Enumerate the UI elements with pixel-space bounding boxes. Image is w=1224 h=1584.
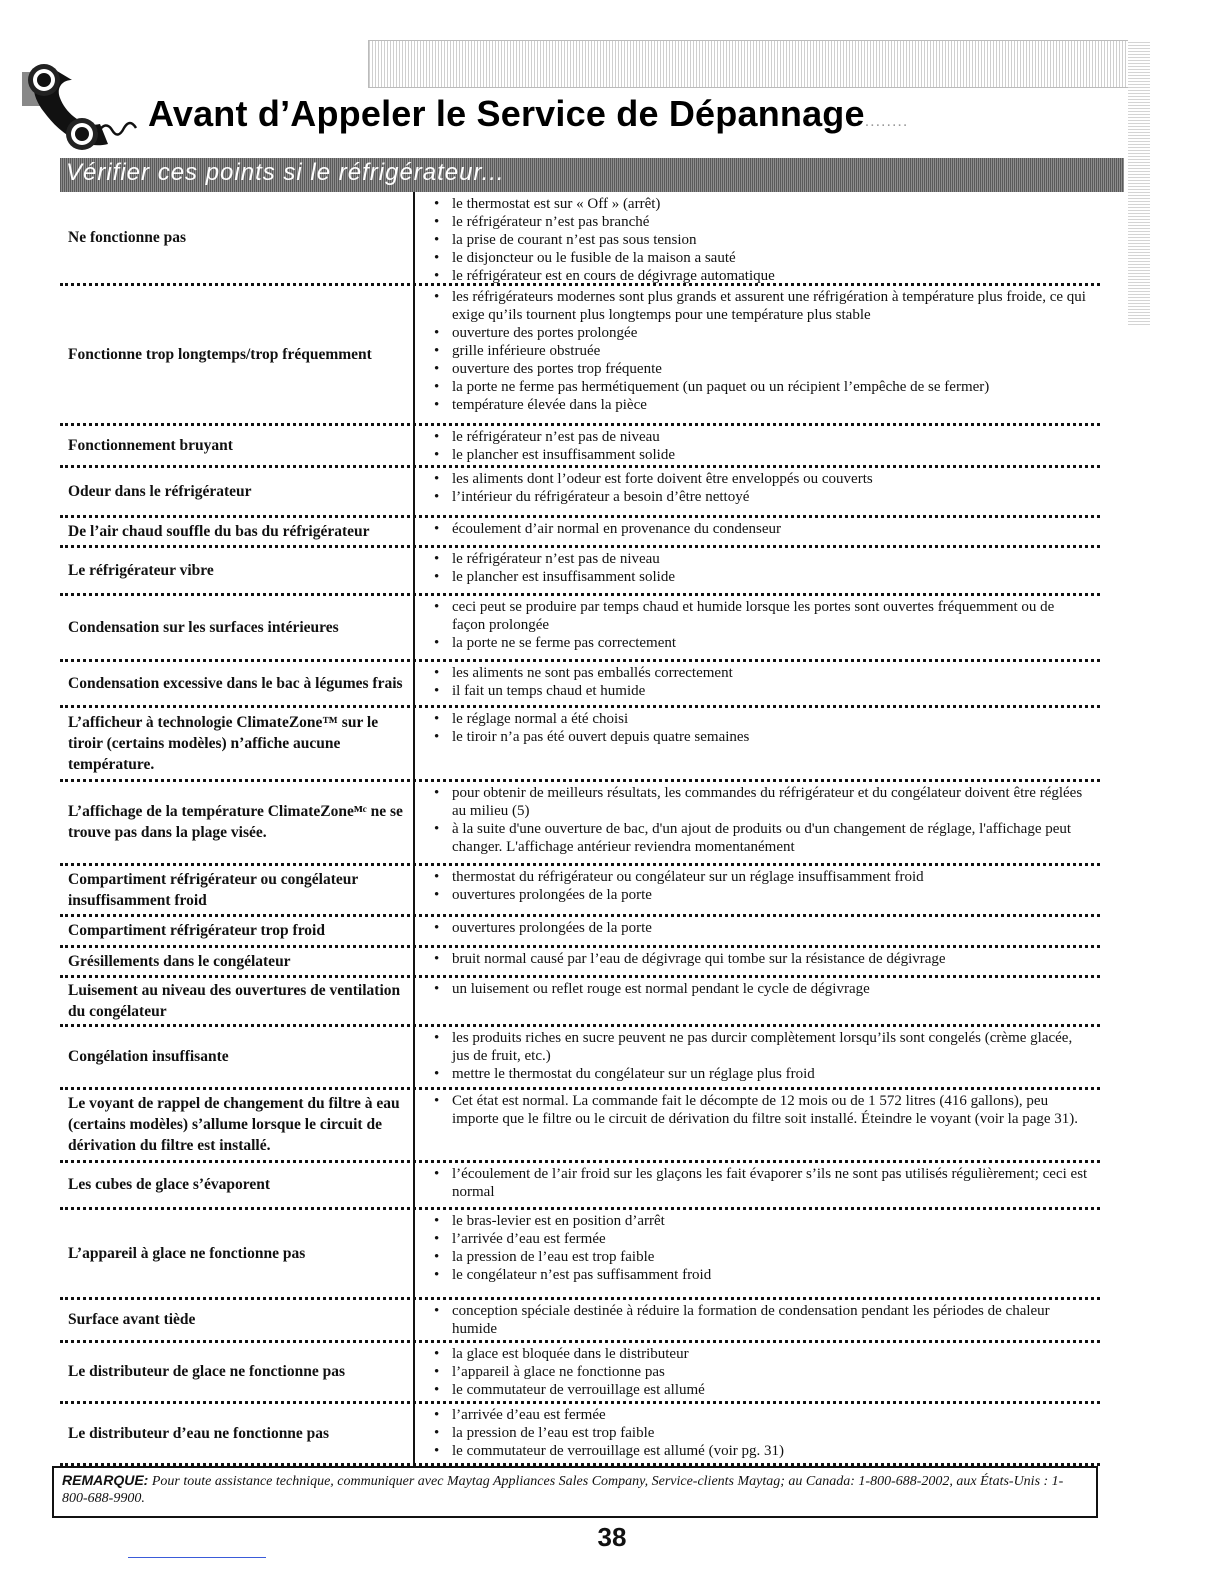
cause-item: • à la suite d'une ouverture de bac, d'un ajout de produits ou d'un changement de réglage, l'affichage peut changer. L'affichage antérieur reviendra momentanément (432, 820, 1090, 856)
title-dots: ........ (864, 113, 909, 130)
cause-item: • ceci peut se produire par temps chaud et humide lorsque les portes sont ouvertes fréquemment ou de façon prolongée (432, 598, 1090, 634)
table-row (60, 286, 1100, 426)
cause-item: • pour obtenir de meilleurs résultats, les commandes du réfrigérateur et du congélateur doivent être réglées au milieu (5) (432, 784, 1090, 820)
cause-item: • le tiroir n’a pas été ouvert depuis quatre semaines (432, 728, 1090, 746)
cause-item: • grille inférieure obstruée (432, 342, 1090, 360)
cause-item: • la porte ne ferme pas hermétiquement (un paquet ou un récipient l’empêche de se fermer) (432, 378, 1090, 396)
problem-label: Ne fonctionne pas (68, 229, 186, 246)
cause-item: • l’arrivée d’eau est fermée (432, 1230, 1090, 1248)
problem-label: Le réfrigérateur vibre (68, 561, 214, 579)
cause-list (432, 520, 1090, 538)
table-row (60, 978, 1100, 1027)
section-heading-text: Vérifier ces points si le réfrigérateur... (66, 159, 505, 186)
cause-list (432, 868, 1090, 904)
problem-label: Grésillements dans le congélateur (68, 952, 291, 970)
cause-list (432, 1345, 1090, 1399)
cause-item: • ouvertures prolongées de la porte (432, 919, 1090, 937)
problem-label: Condensation excessive dans le bac à légumes frais (68, 674, 403, 692)
cause-item: • Cet état est normal. La commande fait le décompte de 12 mois ou de 1 572 litres (416 gallons), peu importe que le filtre ou le circuit de dérivation du filtre soit installé. Éteindre le voyant (voir la page 31). (432, 1092, 1090, 1128)
note-label: REMARQUE: (62, 1472, 149, 1488)
footer-line (128, 1557, 266, 1558)
cause-list (432, 1165, 1090, 1201)
table-row (60, 1210, 1100, 1300)
problem-label: Luisement au niveau des ouvertures de ventilation du congélateur (68, 981, 401, 1020)
table-row (60, 1163, 1100, 1210)
table-row (60, 917, 1100, 948)
table-row (60, 426, 1100, 468)
problem-label: L’afficheur à technologie ClimateZone™ sur le tiroir (certains modèles) n’affiche aucune température. (68, 713, 379, 773)
table-row (60, 948, 1100, 978)
header-pattern-band (368, 40, 1150, 88)
cause-list (432, 428, 1090, 464)
cause-item: • bruit normal causé par l’eau de dégivrage qui tombe sur la résistance de dégivrage (432, 950, 1090, 968)
header-pattern-side (1128, 40, 1150, 325)
cause-item: • le commutateur de verrouillage est allumé (432, 1381, 1090, 1399)
table-row (60, 1090, 1100, 1163)
problem-label: De l’air chaud souffle du bas du réfrigérateur (68, 522, 370, 540)
problem-label: Le voyant de rappel de changement du filtre à eau (certains modèles) s’allume lorsque le circuit de dérivation du filtre est installé. (68, 1095, 400, 1154)
cause-item: • il fait un temps chaud et humide (432, 682, 1090, 700)
cause-item: • le thermostat est sur « Off » (arrêt) (432, 195, 1090, 213)
cause-item: • l’appareil à glace ne fonctionne pas (432, 1363, 1090, 1381)
cause-item: • l’arrivée d’eau est fermée (432, 1406, 1090, 1424)
problem-label: Compartiment réfrigérateur ou congélateur insuffisamment froid (68, 870, 358, 909)
cause-list (432, 195, 1090, 285)
cause-item: • mettre le thermostat du congélateur sur un réglage plus froid (432, 1065, 1090, 1083)
table-row (60, 1343, 1100, 1404)
cause-list (432, 950, 1090, 968)
cause-item: • la porte ne se ferme pas correctement (432, 634, 1090, 652)
cause-item: • l’écoulement de l’air froid sur les glaçons les fait évaporer s’ils ne sont pas utilisés régulièrement; ceci est normal (432, 1165, 1090, 1201)
problem-label: Compartiment réfrigérateur trop froid (68, 922, 325, 939)
cause-list (432, 710, 1090, 746)
cause-item: • le réglage normal a été choisi (432, 710, 1090, 728)
cause-item: • l’intérieur du réfrigérateur a besoin d’être nettoyé (432, 488, 1090, 506)
cause-item: • les produits riches en sucre peuvent ne pas durcir complètement lorsqu’ils sont congelés (crème glacée, jus de fruit, etc.) (432, 1029, 1090, 1065)
cause-item: • le réfrigérateur n’est pas de niveau (432, 550, 1090, 568)
table-row (60, 708, 1100, 782)
table-row (60, 468, 1100, 518)
cause-list (432, 1406, 1090, 1460)
cause-item: • le plancher est insuffisamment solide (432, 568, 1090, 586)
cause-list (432, 598, 1090, 652)
cause-item: • la prise de courant n’est pas sous tension (432, 231, 1090, 249)
cause-list (432, 919, 1090, 937)
page-title: Avant d’Appeler le Service de Dépannage........ (148, 93, 909, 134)
cause-item: • écoulement d’air normal en provenance du condenseur (432, 520, 1090, 538)
cause-list (432, 1212, 1090, 1284)
cause-list (432, 470, 1090, 506)
cause-item: • un luisement ou reflet rouge est normal pendant le cycle de dégivrage (432, 980, 1090, 998)
cause-list (432, 784, 1090, 856)
table-row (60, 548, 1100, 596)
cause-item: • ouverture des portes prolongée (432, 324, 1090, 342)
cause-list (432, 664, 1090, 700)
cause-item: • le bras-levier est en position d’arrêt (432, 1212, 1090, 1230)
table-row (60, 1027, 1100, 1090)
cause-list (432, 1302, 1090, 1338)
cause-item: • le réfrigérateur n’est pas branché (432, 213, 1090, 231)
cause-item: • le réfrigérateur est en cours de dégivrage automatique (432, 267, 1090, 285)
cause-item: • le commutateur de verrouillage est allumé (voir pg. 31) (432, 1442, 1090, 1460)
note-text: Pour toute assistance technique, communiquer avec Maytag Appliances Sales Company, Service-clients Maytag; au Canada: 1-800-688-2002, aux États-Unis : 1-800-688-9900. (62, 1474, 1064, 1506)
cause-item: • ouverture des portes trop fréquente (432, 360, 1090, 378)
problem-label: Les cubes de glace s’évaporent (68, 1176, 271, 1193)
problem-label: L’appareil à glace ne fonctionne pas (68, 1244, 306, 1262)
table-row (60, 193, 1100, 286)
section-heading (60, 158, 1124, 192)
cause-item: • les aliments dont l’odeur est forte doivent être enveloppés ou couverts (432, 470, 1090, 488)
problem-label: Odeur dans le réfrigérateur (68, 482, 252, 500)
problem-label: Fonctionne trop longtemps/trop fréquemment (68, 345, 372, 363)
cause-item: • thermostat du réfrigérateur ou congélateur sur un réglage insuffisamment froid (432, 868, 1090, 886)
cause-item: • le réfrigérateur n’est pas de niveau (432, 428, 1090, 446)
cause-list (432, 1092, 1090, 1128)
table-row (60, 1404, 1100, 1466)
table-row (60, 782, 1100, 866)
problem-label: Le distributeur de glace ne fonctionne pas (68, 1363, 345, 1380)
cause-item: • les aliments ne sont pas emballés correctement (432, 664, 1090, 682)
problem-label: Surface avant tiède (68, 1311, 196, 1328)
cause-item: • la pression de l’eau est trop faible (432, 1248, 1090, 1266)
problem-label: Congélation insuffisante (68, 1048, 229, 1065)
cause-item: • la pression de l’eau est trop faible (432, 1424, 1090, 1442)
cause-item: • conception spéciale destinée à réduire la formation de condensation pendant les périodes de chaleur humide (432, 1302, 1090, 1338)
problem-label: Condensation sur les surfaces intérieures (68, 618, 339, 636)
cause-item: • les réfrigérateurs modernes sont plus grands et assurent une réfrigération à température plus froide, ce qui exige qu’ils tournent plus longtemps pour une température plus stable (432, 288, 1090, 324)
problem-label: L’affichage de la température ClimateZoneᴹᶜ ne se trouve pas dans la plage visée. (68, 803, 403, 841)
cause-item: • la glace est bloquée dans le distributeur (432, 1345, 1090, 1363)
table-row (60, 662, 1100, 708)
cause-item: • ouvertures prolongées de la porte (432, 886, 1090, 904)
phone-icon (22, 62, 140, 152)
table-row (60, 866, 1100, 917)
cause-list (432, 980, 1090, 998)
cause-item: • le plancher est insuffisamment solide (432, 446, 1090, 464)
page-number: 38 (597, 1522, 627, 1552)
cause-item: • le congélateur n’est pas suffisamment froid (432, 1266, 1090, 1284)
cause-item: • le disjoncteur ou le fusible de la maison a sauté (432, 249, 1090, 267)
cause-item: • température élevée dans la pièce (432, 396, 1090, 414)
problem-label: Fonctionnement bruyant (68, 436, 233, 454)
note-box (52, 1466, 1098, 1518)
table-row (60, 518, 1100, 548)
cause-list (432, 550, 1090, 586)
table-row (60, 1300, 1100, 1343)
cause-list (432, 288, 1090, 414)
problem-label: Le distributeur d’eau ne fonctionne pas (68, 1424, 330, 1442)
cause-list (432, 1029, 1090, 1083)
table-row (60, 596, 1100, 662)
